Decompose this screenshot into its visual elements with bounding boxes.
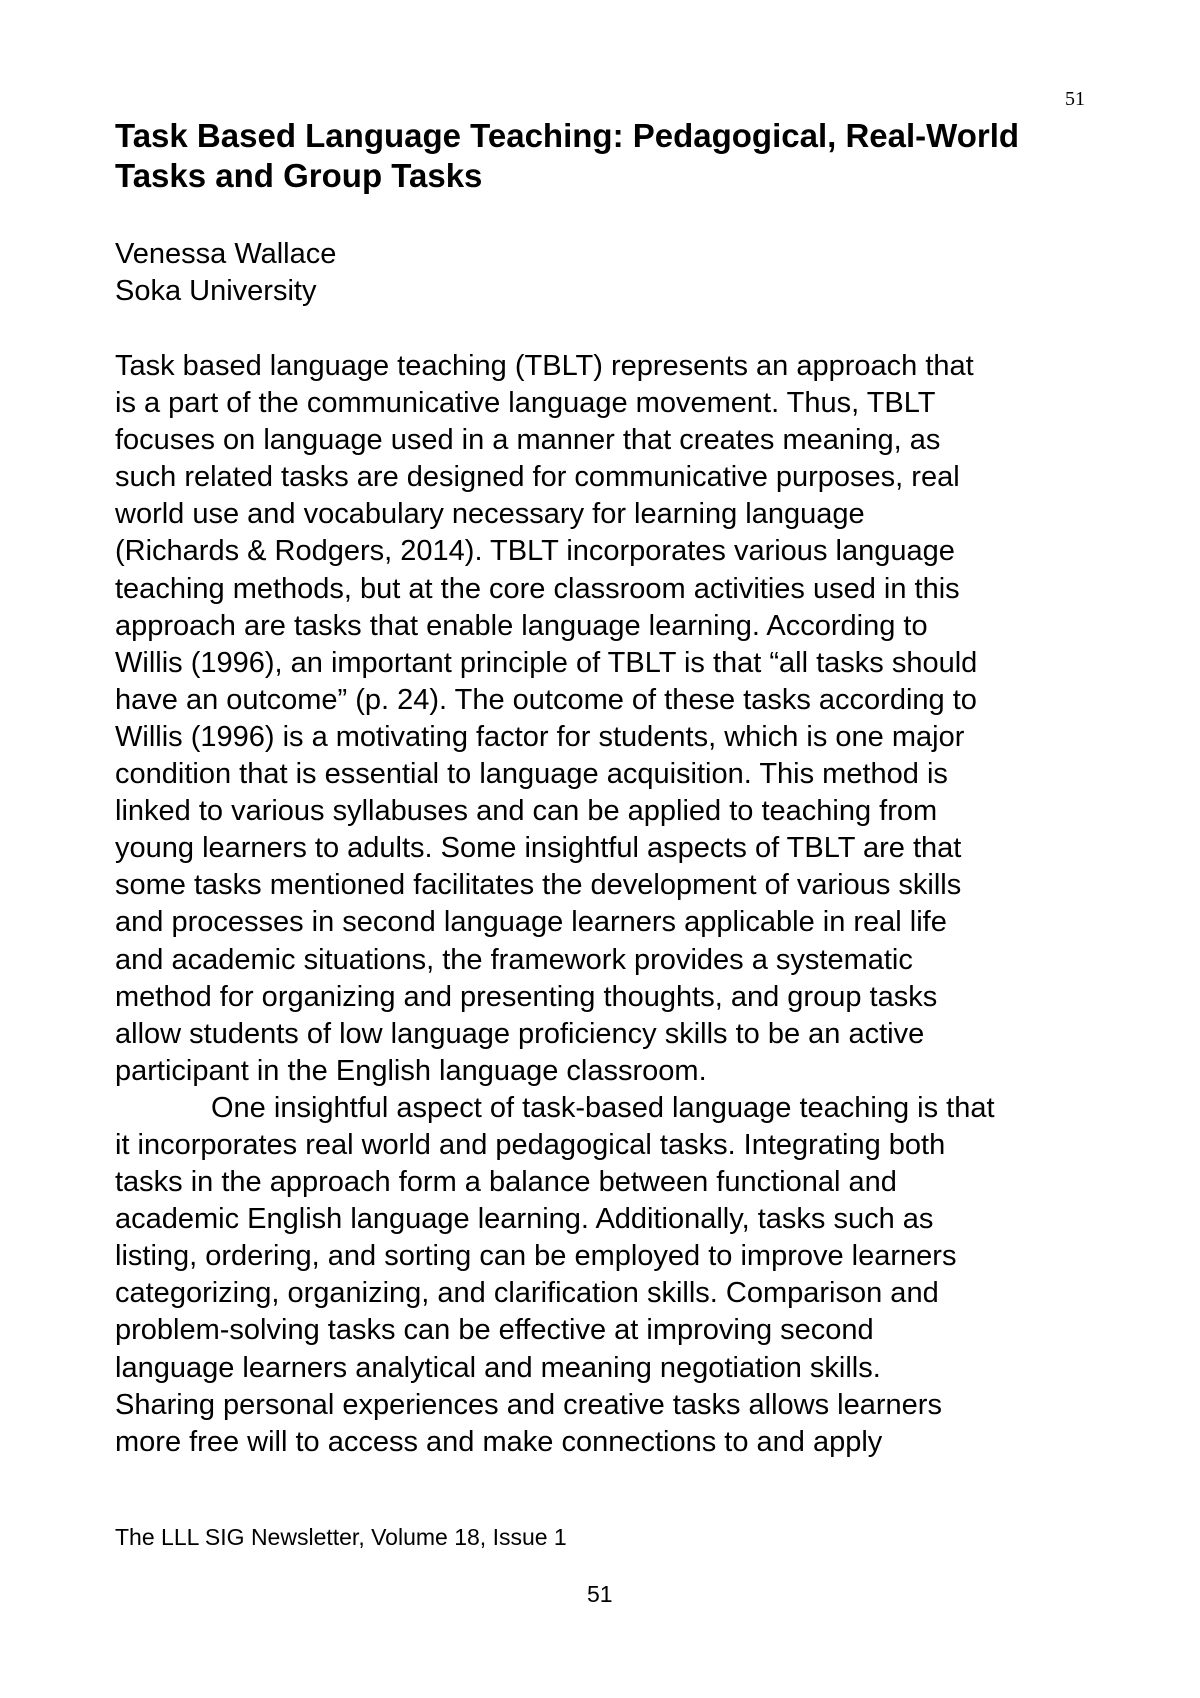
text-line: participant in the English language classroom.	[115, 1054, 707, 1087]
text-line: teaching methods, but at the core classroom activities used in this	[115, 572, 960, 605]
author-affiliation: Soka University	[115, 275, 317, 307]
byline	[115, 236, 336, 310]
text-line: (Richards & Rodgers, 2014). TBLT incorporates various language	[115, 535, 955, 568]
page-number-top: 51	[1065, 88, 1085, 110]
article-body	[115, 348, 1105, 1461]
text-line: listing, ordering, and sorting can be employed to improve learners	[115, 1240, 957, 1273]
text-line: approach are tasks that enable language learning. According to	[115, 609, 928, 642]
text-line: Sharing personal experiences and creative tasks allows learners	[115, 1388, 942, 1421]
text-line: it incorporates real world and pedagogical tasks. Integrating both	[115, 1128, 946, 1161]
text-line: language learners analytical and meaning negotiation skills.	[115, 1351, 881, 1384]
text-line: categorizing, organizing, and clarification skills. Comparison and	[115, 1277, 939, 1310]
text-line: academic English language learning. Additionally, tasks such as	[115, 1203, 934, 1236]
text-line: Willis (1996) is a motivating factor for students, which is one major	[115, 720, 965, 753]
text-line: more free will to access and make connections to and apply	[115, 1425, 883, 1458]
text-line: and academic situations, the framework provides a systematic	[115, 943, 913, 976]
text-line: and processes in second language learners applicable in real life	[115, 906, 947, 939]
author-name: Venessa Wallace	[115, 238, 337, 270]
text-line: method for organizing and presenting thoughts, and group tasks	[115, 980, 938, 1013]
text-line: focuses on language used in a manner that creates meaning, as	[115, 424, 941, 457]
text-line: have an outcome” (p. 24). The outcome of these tasks according to	[115, 683, 977, 716]
paragraph-1	[115, 348, 1105, 1090]
text-line: linked to various syllabuses and can be applied to teaching from	[115, 795, 938, 828]
text-line: problem-solving tasks can be effective at improving second	[115, 1314, 874, 1347]
text-line: is a part of the communicative language movement. Thus, TBLT	[115, 387, 936, 420]
text-line: Willis (1996), an important principle of TBLT is that “all tasks should	[115, 646, 978, 679]
text-line: such related tasks are designed for communicative purposes, real	[115, 461, 960, 494]
footer-journal-citation: The LLL SIG Newsletter, Volume 18, Issue 1	[115, 1524, 567, 1550]
paragraph-2	[115, 1090, 1105, 1461]
page-number-bottom: 51	[587, 1581, 613, 1607]
text-line: world use and vocabulary necessary for learning language	[115, 498, 865, 531]
text-line: condition that is essential to language acquisition. This method is	[115, 758, 948, 791]
text-line: tasks in the approach form a balance between functional and	[115, 1166, 897, 1199]
text-line: some tasks mentioned facilitates the development of various skills	[115, 869, 962, 902]
text-line: allow students of low language proficiency skills to be an active	[115, 1017, 925, 1050]
text-line: Task based language teaching (TBLT) represents an approach that	[115, 350, 974, 382]
text-line: young learners to adults. Some insightful aspects of TBLT are that	[115, 832, 962, 865]
article-title: Task Based Language Teaching: Pedagogical, Real-World Tasks and Group Tasks	[115, 117, 1020, 194]
text-line: One insightful aspect of task-based language teaching is that	[211, 1091, 995, 1124]
